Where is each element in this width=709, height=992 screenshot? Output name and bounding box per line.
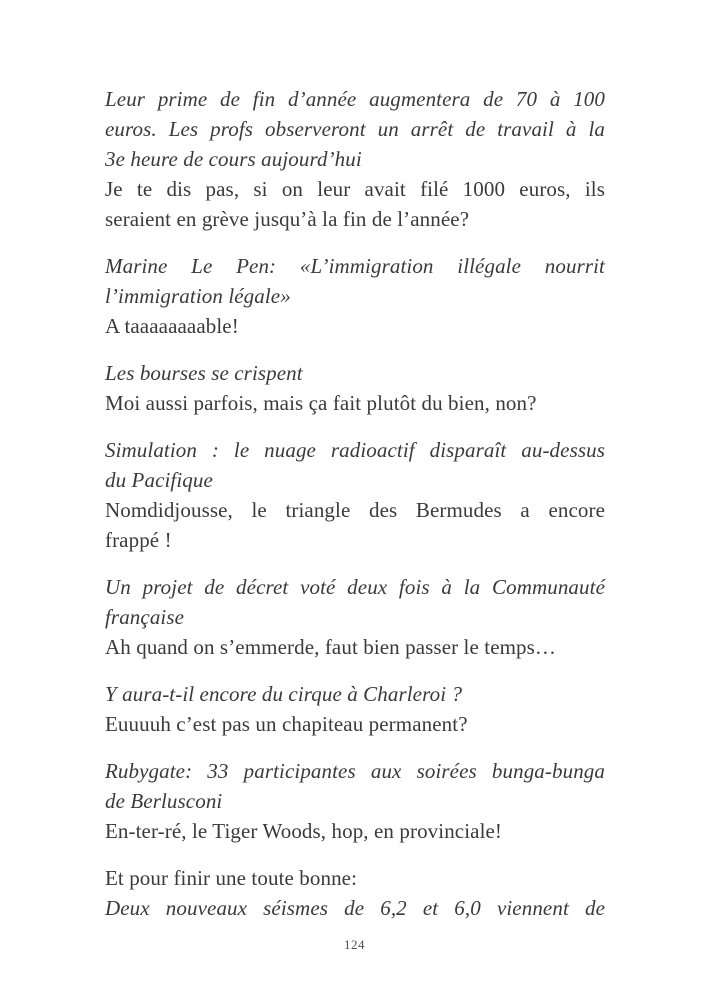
response-paragraph [105,174,605,234]
text-line: Euuuuh c’est pas un chapiteau permanent? [105,712,468,736]
headline-paragraph [105,756,605,816]
text-line: du Pacifique [105,468,213,492]
text-line: Un projet de décret voté deux fois à la Communauté [105,575,605,599]
entry [105,756,605,846]
text-block [105,84,605,940]
headline-paragraph [105,251,605,311]
text-line: Leur prime de fin d’année augmentera de 70 à 100 [105,87,605,111]
entry [105,251,605,341]
text-line: Y aura-t-il encore du cirque à Charleroi ? [105,682,463,706]
response-paragraph [105,863,605,893]
text-line: Et pour finir une toute bonne: [105,866,358,890]
entry [105,679,605,739]
text-line: En-ter-ré, le Tiger Woods, hop, en provinciale! [105,819,503,843]
text-line: Simulation : le nuage radioactif disparaît au-dessus [105,438,605,462]
page-number: 124 [344,937,365,952]
text-line: euros. Les profs observeront un arrêt de travail à la [105,117,605,141]
text-line: Les bourses se crispent [105,361,303,385]
text-line: française [105,605,185,629]
response-paragraph [105,495,605,555]
response-paragraph [105,388,605,418]
headline-paragraph [105,572,605,632]
text-line: Je te dis pas, si on leur avait filé 1000 euros, ils [105,177,605,201]
text-line: 3e heure de cours aujourd’hui [105,147,362,171]
headline-paragraph [105,84,605,174]
entry [105,863,605,923]
text-line: de Berlusconi [105,789,223,813]
headline-paragraph [105,893,605,923]
headline-paragraph [105,679,605,709]
text-line: Rubygate: 33 participantes aux soirées bunga-bunga [105,759,605,783]
response-paragraph [105,632,605,662]
text-line: Nomdidjousse, le triangle des Bermudes a encore [105,498,605,522]
entry [105,572,605,662]
entry [105,435,605,555]
headline-paragraph [105,435,605,495]
text-line: Moi aussi parfois, mais ça fait plutôt du bien, non? [105,391,537,415]
response-paragraph [105,816,605,846]
entry [105,358,605,418]
entry [105,84,605,234]
text-line: Deux nouveaux séismes de 6,2 et 6,0 viennent de [105,896,605,920]
text-line: l’immigration légale» [105,284,291,308]
text-line: Marine Le Pen: «L’immigration illégale nourrit [105,254,605,278]
headline-paragraph [105,358,605,388]
response-paragraph [105,709,605,739]
text-line: Ah quand on s’emmerde, faut bien passer le temps… [105,635,557,659]
text-line: frappé ! [105,528,172,552]
text-line: A taaaaaaaable! [105,314,239,338]
response-paragraph [105,311,605,341]
text-line: seraient en grève jusqu’à la fin de l’année? [105,207,470,231]
